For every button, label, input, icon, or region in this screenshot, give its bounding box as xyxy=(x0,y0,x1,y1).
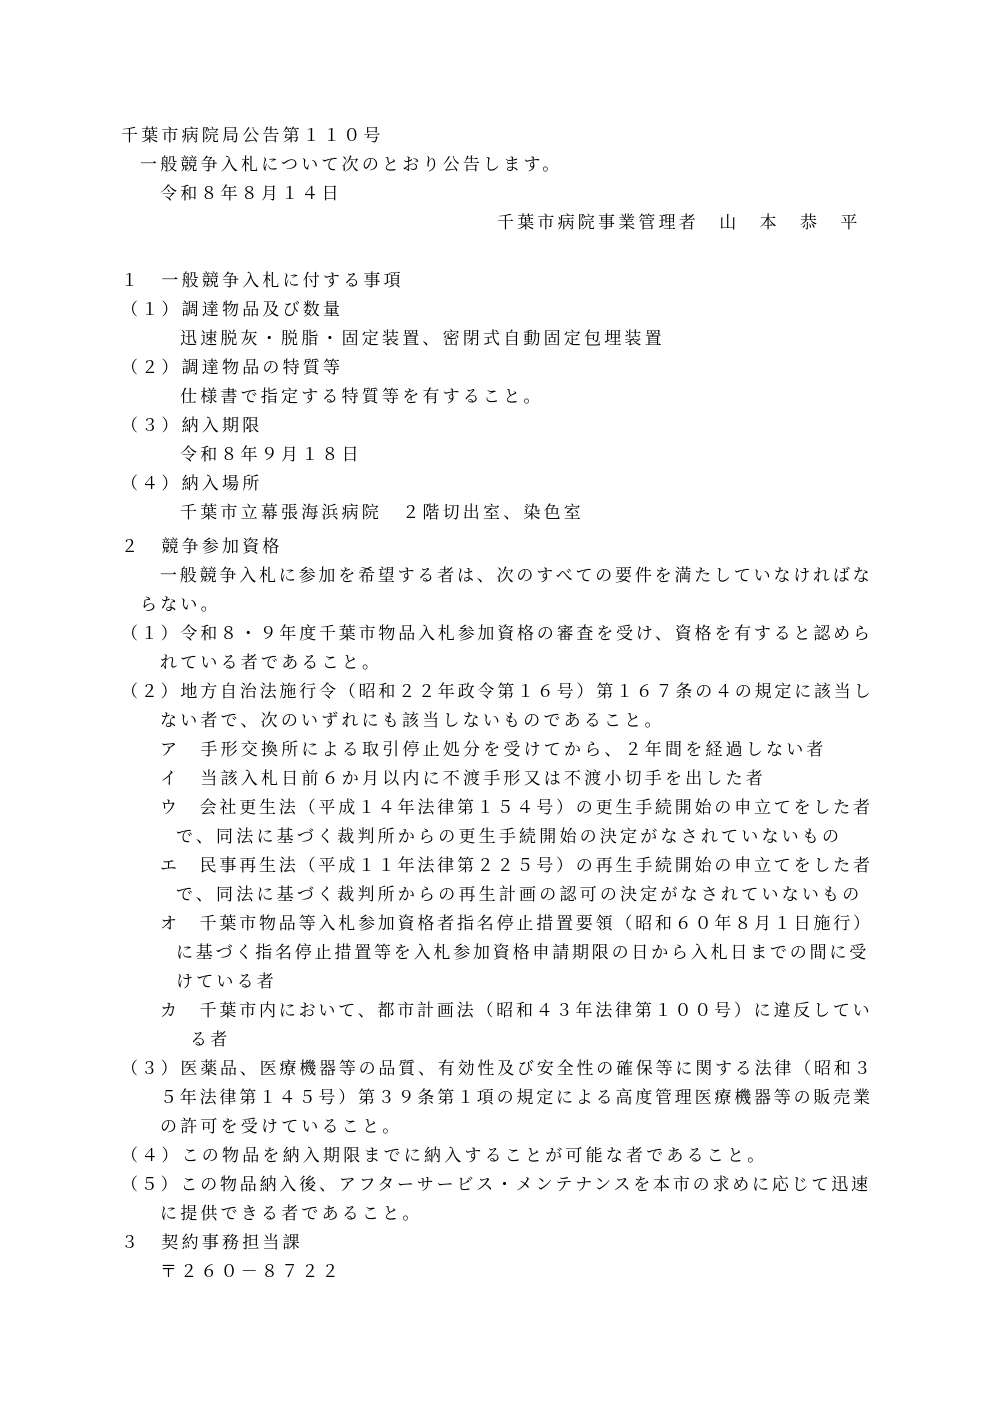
section-2-sub-ka-line-1: カ 千葉市内において、都市計画法（昭和４３年法律第１００号）に違反してい xyxy=(160,1001,873,1021)
section-2-sub-o-line-1: オ 千葉市物品等入札参加資格者指名停止措置要領（昭和６０年８月１日施行） xyxy=(160,914,873,934)
section-2-item-3-line-3: の許可を受けていること。 xyxy=(160,1117,403,1137)
section-2-intro-line-2: らない。 xyxy=(140,595,221,615)
section-2-item-3-line-2: ５年法律第１４５号）第３９条第１項の規定による高度管理医療機器等の販売業 xyxy=(160,1088,873,1108)
section-2-intro-line-1: 一般競争入札に参加を希望する者は、次のすべての要件を満たしていなければな xyxy=(160,566,873,586)
section-1-item-3-label: （３）納入期限 xyxy=(121,416,263,436)
section-2-sub-o-line-2: に基づく指名停止措置等を入札参加資格申請期限の日から入札日までの間に受 xyxy=(176,943,869,963)
section-1-item-4-value: 千葉市立幕張海浜病院 ２階切出室、染色室 xyxy=(180,503,584,523)
section-2-item-5-line-1: （５）この物品納入後、アフターサービス・メンテナンスを本市の求めに応じて迅速 xyxy=(121,1175,871,1195)
section-2-item-2-line-2: ない者で、次のいずれにも該当しないものであること。 xyxy=(160,711,665,731)
section-1-item-1-label: （１）調達物品及び数量 xyxy=(121,300,344,320)
section-2-item-3-line-1: （３）医薬品、医療機器等の品質、有効性及び安全性の確保等に関する法律（昭和３ xyxy=(121,1059,874,1079)
section-3-postal-code: 〒２６０－８７２２ xyxy=(160,1262,342,1282)
section-1-item-3-value: 令和８年９月１８日 xyxy=(180,445,362,465)
section-2-sub-ka-line-2: る者 xyxy=(190,1030,231,1050)
section-2-sub-u-line-1: ウ 会社更生法（平成１４年法律第１５４号）の更生手続開始の申立てをした者 xyxy=(160,798,873,818)
section-1-item-2-label: （２）調達物品の特質等 xyxy=(121,358,344,378)
section-1-heading: １ 一般競争入札に付する事項 xyxy=(121,271,404,291)
notice-date: 令和８年８月１４日 xyxy=(160,184,342,204)
section-2-sub-i: イ 当該入札日前６か月以内に不渡手形又は不渡小切手を出した者 xyxy=(160,769,766,789)
section-1-item-1-value: 迅速脱灰・脱脂・固定装置、密閉式自動固定包埋装置 xyxy=(180,329,665,349)
section-2-sub-a: ア 手形交換所による取引停止処分を受けてから、２年間を経過しない者 xyxy=(160,740,827,760)
notice-intro: 一般競争入札について次のとおり公告します。 xyxy=(140,155,563,175)
notice-number: 千葉市病院局公告第１１０号 xyxy=(121,126,384,146)
section-1-item-2-value: 仕様書で指定する特質等を有すること。 xyxy=(180,387,544,407)
section-2-heading: ２ 競争参加資格 xyxy=(121,537,283,557)
section-2-item-1-line-1: （１）令和８・９年度千葉市物品入札参加資格の審査を受け、資格を有すると認めら xyxy=(121,624,873,644)
section-1-item-4-label: （４）納入場所 xyxy=(121,474,263,494)
section-2-item-4-line-1: （４）この物品を納入期限までに納入することが可能な者であること。 xyxy=(121,1146,768,1166)
section-3-heading: ３ 契約事務担当課 xyxy=(121,1233,303,1253)
section-2-item-1-line-2: れている者であること。 xyxy=(160,653,383,673)
section-2-sub-e-line-1: エ 民事再生法（平成１１年法律第２２５号）の再生手続開始の申立てをした者 xyxy=(160,856,873,876)
section-2-item-5-line-2: に提供できる者であること。 xyxy=(160,1204,423,1224)
section-2-sub-u-line-2: で、同法に基づく裁判所からの更生手続開始の決定がなされていないもの xyxy=(176,827,843,847)
section-2-sub-e-line-2: で、同法に基づく裁判所からの再生計画の認可の決定がなされていないもの xyxy=(176,885,863,905)
section-2-item-2-line-1: （２）地方自治法施行令（昭和２２年政令第１６号）第１６７条の４の規定に該当し xyxy=(121,682,874,702)
notice-issuer: 千葉市病院事業管理者 山 本 恭 平 xyxy=(497,213,861,233)
section-2-sub-o-line-3: けている者 xyxy=(176,972,277,992)
